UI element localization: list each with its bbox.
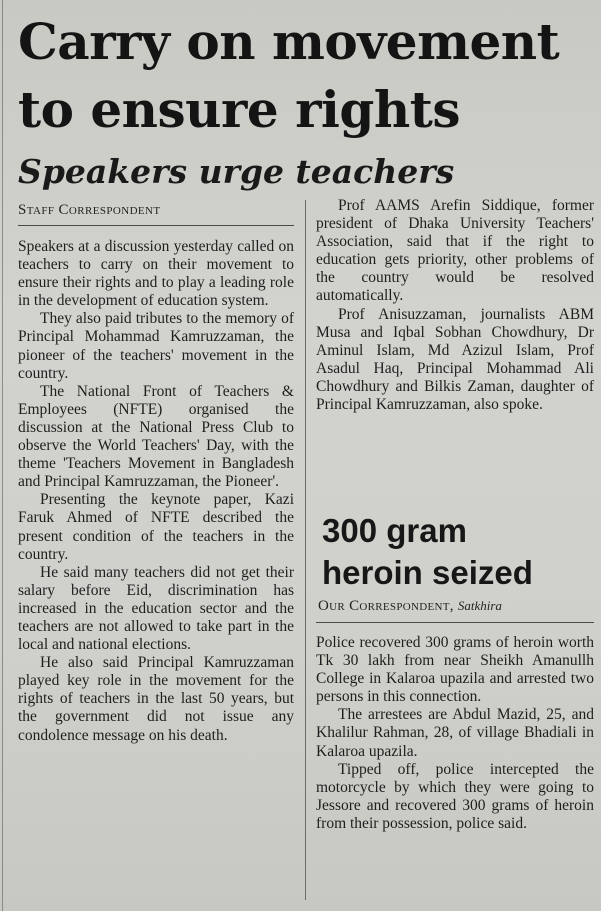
- secondary-headline: [322, 510, 592, 594]
- article-left-column: [18, 238, 294, 745]
- byline-rule: [316, 622, 594, 623]
- main-headline-line-1: Carry on movement: [18, 12, 560, 71]
- secondary-headline-line-1: 300 gram: [322, 512, 467, 549]
- heroin-article-body: [316, 634, 594, 833]
- paragraph: Police recovered 300 grams of heroin worth Tk 30 lakh from near Sheikh Amanullh College in Kalaroa upazila and arrested two persons in this connection.: [316, 634, 594, 706]
- paragraph: Prof Anisuzzaman, journalists ABM Musa and Iqbal Sobhan Chowdhury, Dr Aminul Islam, Md Azizul Islam, Prof Asadul Haq, Principal Mohammad Ali Chowdhury and Bilkis Zaman, daughter of Principal Kamruzzaman, also spoke.: [316, 305, 594, 414]
- paragraph: The National Front of Teachers & Employees (NFTE) organised the discussion at the National Press Club to observe the World Teachers' Day, with the theme 'Teachers Movement in Bangladesh and Principal Kamruzzaman, the Pioneer'.: [18, 382, 294, 491]
- article-right-column: [316, 197, 594, 414]
- main-headline: [18, 8, 593, 144]
- paragraph: Tipped off, police intercepted the motorcycle by which they were going to Jessore and recovered 300 grams of heroin from their possession, police said.: [316, 760, 594, 832]
- paragraph: Presenting the keynote paper, Kazi Faruk Ahmed of NFTE described the present condition of the teachers in the country.: [18, 491, 294, 563]
- paragraph: He also said Principal Kamruzzaman played key role in the movement for the rights of teachers in the last 50 years, but the government did not issue any condolence message on his death.: [18, 654, 294, 744]
- paragraph: He said many teachers did not get their salary before Eid, discrimination has increased in the education sector and the teachers are not allowed to take part in the local and national elections.: [18, 563, 294, 654]
- secondary-headline-line-2: heroin seized: [322, 554, 533, 591]
- byline-name: Our Correspondent,: [318, 598, 454, 614]
- paragraph: Prof AAMS Arefin Siddique, former president of Dhaka University Teachers' Association, said that if the right to education gets priority, other problems of the country would be resolved automatically.: [316, 197, 594, 305]
- byline-place: Satkhira: [457, 598, 502, 613]
- byline-rule: [18, 225, 294, 226]
- byline-staff: Staff Correspondent: [18, 202, 161, 218]
- column-divider: [305, 200, 306, 900]
- paragraph: Speakers at a discussion yesterday called on teachers to carry on their movement to ensure their rights and to play a leading role in the development of education system.: [18, 238, 294, 310]
- main-headline-line-2: to ensure rights: [18, 80, 460, 139]
- byline-correspondent: [318, 598, 596, 615]
- paragraph: They also paid tributes to the memory of Principal Mohammad Kamruzzaman, the pioneer of the teachers' movement in the country.: [18, 310, 294, 382]
- subheadline: Speakers urge teachers: [18, 152, 455, 191]
- paragraph: The arrestees are Abdul Mazid, 25, and Khalilur Rahman, 28, of village Bhadiali in Kalaroa upazila.: [316, 706, 594, 760]
- column-edge-rule: [2, 0, 3, 911]
